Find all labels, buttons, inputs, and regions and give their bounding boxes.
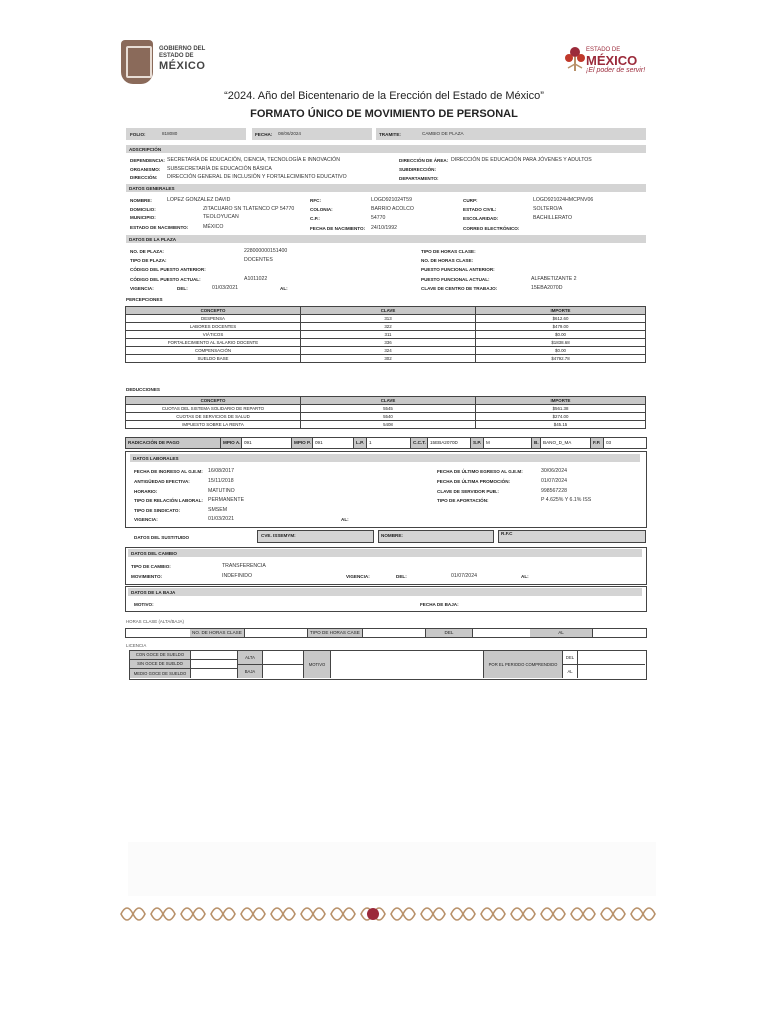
alta-check[interactable]: [263, 651, 304, 665]
cambio-title: DATOS DEL CAMBIO: [131, 551, 177, 556]
laborales-bar: [130, 454, 640, 462]
radicacion-row: [125, 437, 647, 449]
importe-cell: $274.00: [476, 413, 646, 421]
table-row: [126, 331, 646, 339]
municipio-value: TEOLOYUCAN: [203, 214, 239, 220]
fp-label: F.P.: [591, 438, 604, 448]
curp-value: LOGD921024HMCPNV06: [533, 197, 594, 203]
tipo-horas-label: TIPO DE HORAS CLASE:: [421, 249, 476, 254]
pf-anterior-label: PUESTO FUNCIONAL ANTERIOR:: [421, 267, 495, 272]
del-horas-cell[interactable]: [474, 629, 531, 637]
ornament-motif: [241, 908, 265, 920]
baja-lic-label: BAJA: [238, 665, 263, 678]
del-lic-label: DEL: [563, 651, 578, 665]
rfc-value: LOGD921024T59: [371, 197, 412, 203]
clave-cell: 336: [301, 339, 476, 347]
cod-actual-label: CÓDIGO DEL PUESTO ACTUAL:: [130, 277, 201, 282]
laborales-title: DATOS LABORALES: [133, 456, 179, 461]
direccion-value: DIRECCIÓN GENERAL DE INCLUSIÓN Y FORTALECIMIENTO EDUCATIVO: [167, 174, 347, 180]
importe-cell: $45.15: [476, 421, 646, 429]
cp-label: C.P.:: [310, 216, 320, 221]
fecha-baja-label: FECHA DE BAJA:: [420, 602, 459, 607]
dependencia-value: SECRETARÍA DE EDUCACIÓN, CIENCIA, TECNOLOGÍA E INNOVACIÓN: [167, 157, 340, 163]
domicilio-label: DOMICILIO:: [130, 207, 156, 212]
del-cambio-value: 01/07/2024: [451, 573, 477, 579]
deducciones-header-row: [126, 397, 646, 405]
gob-line3: MÉXICO: [159, 60, 206, 72]
col-importe: IMPORTE: [476, 307, 646, 315]
ornament-motif: [571, 908, 595, 920]
no-horas-cell[interactable]: [245, 629, 308, 637]
laborales-frame: [125, 451, 647, 528]
movimiento-value: INDEFINIDO: [222, 573, 252, 579]
ornament-motif: [391, 908, 415, 920]
ornament-border: [118, 898, 658, 930]
nombre-label: NOMBRE:: [130, 198, 152, 203]
cambio-bar: [128, 549, 642, 557]
generales-title: DATOS GENERALES: [129, 186, 175, 191]
lp-value: 1: [367, 438, 411, 448]
egreso-value: 30/06/2024: [541, 468, 567, 474]
al-lic-label: AL: [563, 665, 578, 678]
estado-logo: [560, 40, 660, 82]
tramite-box: [376, 128, 646, 140]
table-row: [126, 421, 646, 429]
movimiento-label: MOVIMIENTO:: [131, 574, 163, 579]
promocion-label: FECHA DE ÚLTIMA PROMOCIÓN:: [437, 479, 511, 484]
fecha-value: 08/06/2024: [278, 131, 301, 136]
vigencia-lab-label: VIGENCIA:: [134, 517, 158, 522]
dependencia-label: DEPENDENCIA:: [130, 158, 165, 163]
tramite-value: CAMBIO DE PLAZA: [422, 131, 464, 136]
del-value: 01/03/2021: [212, 285, 238, 291]
ornament-motif: [421, 908, 445, 920]
ornament-motif: [211, 908, 235, 920]
ornament-center-flower: [367, 908, 379, 920]
fnac-value: 24/10/1992: [371, 225, 397, 231]
plaza-title: DATOS DE LA PLAZA: [129, 237, 177, 242]
percepciones-table: [125, 306, 646, 363]
clave-sp-label: CLAVE DE SERVIDOR PUB.:: [437, 489, 499, 494]
generales-bar: [126, 184, 646, 192]
rfc-sust-label: R.F.C: [501, 531, 513, 536]
sp-value: M: [484, 438, 532, 448]
civil-label: ESTADO CIVIL:: [463, 207, 497, 212]
tipo-cambio-value: TRANSFERENCIA: [222, 563, 266, 569]
al-label: AL:: [280, 286, 288, 291]
motivo-lic-label: MOTIVO: [304, 651, 331, 678]
mpio-a-label: MPIO A.: [221, 438, 242, 448]
clave-sp-value: 998567228: [541, 488, 567, 494]
shield-icon: [121, 40, 153, 84]
concepto-cell: IMPUESTO SOBRE LA RENTA: [126, 421, 301, 429]
al-lab-label: AL:: [341, 517, 349, 522]
cct-value: 15EBA2070D: [531, 285, 563, 291]
pf-actual-value: ALFABETIZANTE 2: [531, 276, 577, 282]
no-plaza-label: NO. DE PLAZA:: [130, 249, 164, 254]
table-row: [126, 339, 646, 347]
del-label: DEL:: [177, 286, 188, 291]
no-horas-header: NO. DE HORAS CLASE: [190, 629, 245, 637]
al-cambio-label: AL:: [521, 574, 529, 579]
relacion-value: PERMANENTE: [208, 497, 245, 503]
flower-icon: [564, 44, 586, 72]
concepto-cell: FORTALECIMIENTO AL SALARIO DOCENTE: [126, 339, 301, 347]
motivo-lic-field[interactable]: [331, 651, 484, 678]
folio-label: FOLIO:: [130, 132, 146, 137]
fp-value: 03: [606, 440, 612, 445]
concepto-cell: CUOTAS DE SERVICIOS DE SALUD: [126, 413, 301, 421]
clave-cell: 322: [301, 323, 476, 331]
importe-cell: $1838.68: [476, 339, 646, 347]
importe-cell: $0.00: [476, 331, 646, 339]
mpio-p-label: MPIO P.: [292, 438, 313, 448]
concepto-cell: SUELDO BASE: [126, 355, 301, 363]
fecha-label: FECHA:: [255, 132, 273, 137]
ornament-motif: [301, 908, 325, 920]
table-row: [126, 405, 646, 413]
ornament-motif: [121, 908, 145, 920]
baja-bar: [128, 588, 642, 596]
vigencia-lab-value: 01/03/2021: [208, 516, 234, 522]
tipo-horas-cell[interactable]: [363, 629, 426, 637]
escolaridad-value: BACHILLERATO: [533, 215, 573, 221]
curp-label: CURP:: [463, 198, 478, 203]
nombre-sust-label: NOMBRE:: [381, 533, 403, 538]
b-value: BANO_D_MA: [541, 438, 591, 448]
horario-label: HORARIO:: [134, 489, 158, 494]
del-cambio-label: DEL:: [396, 574, 407, 579]
col-clave: CLAVE: [301, 397, 476, 405]
estado-nac-label: ESTADO DE NACIMIENTO:: [130, 225, 189, 230]
col-clave: CLAVE: [301, 307, 476, 315]
ingreso-value: 16/08/2017: [208, 468, 234, 474]
horas-blank-1: [126, 629, 191, 637]
gob-line2: ESTADO DE: [159, 53, 194, 59]
col-importe: IMPORTE: [476, 397, 646, 405]
promocion-value: 01/07/2024: [541, 478, 567, 484]
dir-area-value: DIRECCIÓN DE EDUCACIÓN PARA JÓVENES Y ADULTOS: [451, 157, 592, 163]
clave-cell: 311: [301, 331, 476, 339]
al-horas-header: AL: [530, 629, 593, 637]
gobierno-logo: [121, 40, 231, 86]
sindicato-label: TIPO DE SINDICATO:: [134, 508, 181, 513]
antiguedad-value: 15/11/2018: [208, 478, 234, 484]
nombre-value: LOPEZ GONZALEZ DAVID: [167, 197, 231, 203]
horas-row: [125, 628, 647, 638]
concepto-cell: LABORES DOCENTES: [126, 323, 301, 331]
vigencia-label: VIGENCIA:: [130, 286, 154, 291]
escolaridad-label: ESCOLARIDAD:: [463, 216, 499, 221]
mpio-p-value: 091: [313, 438, 354, 448]
organismo-value: SUBSECRETARÍA DE EDUCACIÓN BÁSICA: [167, 166, 272, 172]
importe-cell: $479.00: [476, 323, 646, 331]
concepto-cell: VIÁTICOS: [126, 331, 301, 339]
con-goce-check[interactable]: [191, 651, 238, 660]
edo-line1: ESTADO DE: [586, 47, 621, 53]
table-row: [126, 355, 646, 363]
sp-label: S.P.: [471, 438, 484, 448]
importe-cell: $0.00: [476, 347, 646, 355]
tramite-label: TRAMITE:: [379, 132, 401, 137]
percepciones-header-row: [126, 307, 646, 315]
b-label: B.: [532, 438, 541, 448]
cct-rad-label: C.C.T.: [411, 438, 428, 448]
horario-value: MATUTINO: [208, 488, 235, 494]
ornament-motif: [331, 908, 355, 920]
clave-cell: 5540: [301, 413, 476, 421]
correo-label: CORREO ELECTRÓNICO:: [463, 226, 520, 231]
deducciones-title: DEDUCCIONES: [126, 387, 160, 392]
licencia-title: LICENCIA: [126, 643, 147, 648]
clave-cell: 5408: [301, 421, 476, 429]
slogan: “2024. Año del Bicentenario de la Erección del Estado de México”: [224, 90, 544, 102]
sindicato-value: SMSEM: [208, 507, 228, 513]
ornament-motif: [151, 908, 175, 920]
pf-actual-label: PUESTO FUNCIONAL ACTUAL:: [421, 277, 490, 282]
direccion-label: DIRECCIÓN:: [130, 175, 158, 180]
importe-cell: $561.38: [476, 405, 646, 413]
colonia-label: COLONIA:: [310, 207, 333, 212]
antiguedad-label: ANTIGÜEDAD EFECTIVA:: [134, 479, 190, 484]
cod-actual-value: A1011022: [244, 276, 268, 282]
aportacion-label: TIPO DE APORTACIÓN:: [437, 498, 489, 503]
baja-title: DATOS DE LA BAJA: [131, 590, 176, 595]
cp-value: 54770: [371, 215, 386, 221]
baja-check[interactable]: [263, 665, 304, 678]
ingreso-label: FECHA DE INGRESO AL G.E.M:: [134, 469, 203, 474]
rfc-label: RFC:: [310, 198, 321, 203]
clave-cell: 5545: [301, 405, 476, 413]
estado-nac-value: MÉXICO: [203, 224, 224, 230]
col-concepto: CONCEPTO: [126, 397, 301, 405]
edo-line2: MÉXICO: [586, 53, 638, 68]
table-row: [126, 315, 646, 323]
clave-cell: 313: [301, 315, 476, 323]
no-plaza-value: 228000000151400: [244, 248, 288, 254]
organismo-label: ORGANISMO:: [130, 167, 161, 172]
ornament-motif: [541, 908, 565, 920]
ornament-motif: [631, 908, 655, 920]
colonia-value: BARRIO ACOLCO: [371, 206, 414, 212]
folio-value: 818080: [162, 131, 178, 136]
tipo-horas-header: TIPO DE HORAS CASE: [308, 629, 363, 637]
ornament-motif: [511, 908, 535, 920]
table-row: [126, 347, 646, 355]
clave-cell: 302: [301, 355, 476, 363]
vigencia-cambio-label: VIGENCIA:: [346, 574, 370, 579]
con-goce-label: CON GOCE DE SUELDO: [130, 651, 191, 660]
table-row: [126, 413, 646, 421]
percepciones-title: PERCEPCIONES: [126, 297, 163, 302]
fnac-label: FECHA DE NACIMIENTO:: [310, 226, 366, 231]
ornament-motif: [451, 908, 475, 920]
domicilio-value: ZITACUARO SN TLATENCO CP 54770: [203, 206, 295, 212]
horas-title: HORAS CLASE (ALTA/BAJA): [126, 619, 184, 624]
ornament-motif: [271, 908, 295, 920]
al-horas-cell[interactable]: [594, 629, 646, 637]
col-concepto: CONCEPTO: [126, 307, 301, 315]
ornament-motif: [181, 908, 205, 920]
civil-value: SOLTERO/A: [533, 206, 563, 212]
cod-anterior-label: CÓDIGO DEL PUESTO ANTERIOR:: [130, 267, 206, 272]
document-title: FORMATO ÚNICO DE MOVIMIENTO DE PERSONAL: [250, 108, 518, 120]
concepto-cell: DESPENSA: [126, 315, 301, 323]
motivo-baja-label: MOTIVO:: [134, 602, 154, 607]
importe-cell: $4792.78: [476, 355, 646, 363]
deducciones-table: [125, 396, 646, 429]
ornament-motif: [481, 908, 505, 920]
cct-label: CLAVE DE CENTRO DE TRABAJO:: [421, 286, 498, 291]
edo-line3: ¡El poder de servir!: [586, 67, 646, 74]
table-row: [126, 323, 646, 331]
periodo-label: POR EL PERIODO COMPRENDIDO: [484, 651, 563, 678]
del-horas-header: DEL: [426, 629, 473, 637]
adscripcion-title: ADSCRIPCIÓN: [129, 147, 162, 152]
alta-label: ALTA: [238, 651, 263, 665]
relacion-label: TIPO DE RELACIÓN LABORAL:: [134, 498, 203, 503]
no-horas-label: NO. DE HORAS CLASE:: [421, 258, 474, 263]
cve-issemym-label: CVE. ISSEMYM:: [261, 533, 296, 538]
sin-goce-label: SIN GOCE DE SUELDO: [130, 660, 191, 669]
radicacion-label: RADICACIÓN DE PAGO: [126, 438, 221, 448]
rfc-sust-box: [498, 530, 646, 543]
egreso-label: FECHA DE ÚLTIMO EGRESO AL G.E.M:: [437, 469, 523, 474]
mpio-a-value: 091: [242, 438, 292, 448]
aportacion-value: P 4.625% Y 6.1% ISS: [541, 497, 592, 503]
tipo-plaza-label: TIPO DE PLAZA:: [130, 258, 167, 263]
clave-cell: 324: [301, 347, 476, 355]
plaza-bar: [126, 235, 646, 243]
lp-label: L.P.: [354, 438, 367, 448]
importe-cell: $612.60: [476, 315, 646, 323]
tipo-cambio-label: TIPO DE CAMBIO:: [131, 564, 171, 569]
ornament-motif: [601, 908, 625, 920]
footer-band: [128, 842, 656, 896]
gob-line1: GOBIERNO DEL: [159, 46, 206, 52]
municipio-label: MUNICIPIO:: [130, 215, 156, 220]
medio-goce-label: MEDIO GOCE DE SUELDO: [130, 669, 191, 678]
cct-rad-value: 15EBA2070D: [428, 438, 471, 448]
concepto-cell: COMPENSACIÓN: [126, 347, 301, 355]
del-lic-field[interactable]: [578, 651, 645, 665]
dir-area-label: DIRECCIÓN DE ÁREA:: [399, 158, 449, 163]
medio-goce-check[interactable]: [191, 669, 238, 678]
tipo-plaza-value: DOCENTES: [244, 257, 273, 263]
concepto-cell: CUOTAS DEL SISTEMA SOLIDARIO DE REPARTO: [126, 405, 301, 413]
subdireccion-label: SUBDIRECCIÓN:: [399, 167, 437, 172]
departamento-label: DEPARTAMENTO:: [399, 176, 439, 181]
sin-goce-check[interactable]: [191, 660, 238, 669]
adscripcion-bar: [126, 145, 646, 153]
sustituido-label: DATOS DEL SUSTITUIDO: [134, 535, 190, 540]
